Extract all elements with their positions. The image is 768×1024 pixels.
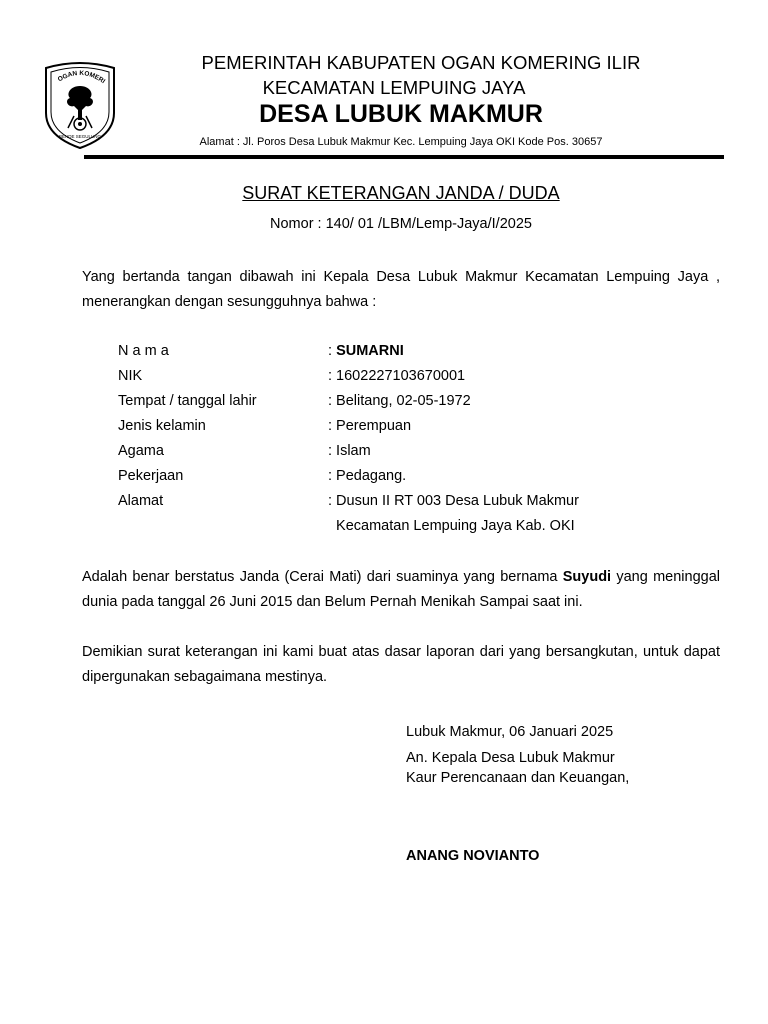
letterhead-address: Alamat : Jl. Poros Desa Lubuk Makmur Kec. Lempuing Jaya OKI Kode Pos. 30657 — [199, 136, 603, 148]
field-label-birth: Tempat / tanggal lahir — [118, 393, 257, 409]
field-label-occupation: Pekerjaan — [118, 468, 184, 484]
letterhead-divider — [84, 155, 724, 159]
field-value-address: : Dusun II RT 003 Desa Lubuk Makmur — [328, 493, 579, 509]
statement-paragraph: Adalah benar berstatus Janda (Cerai Mati) dari suaminya yang bernama Suyudi yang meninggal dunia pada tanggal 26 Juni 2015 dan Belum Pernah Menikah Sampai saat ini. — [82, 569, 720, 610]
person-name: SUMARNI — [336, 343, 404, 359]
letterhead-district: KECAMATAN LEMPUING JAYA — [262, 77, 526, 98]
signature-on-behalf: An. Kepala Desa Lubuk Makmur — [406, 750, 615, 766]
field-value-gender: : Perempuan — [328, 418, 412, 434]
field-value-religion: : Islam — [328, 443, 371, 459]
field-value-occupation: : Pedagang. — [328, 468, 407, 484]
field-label-gender: Jenis kelamin — [118, 418, 206, 434]
field-value-name: : SUMARNI — [328, 343, 404, 359]
signatory-name: ANANG NOVIANTO — [406, 848, 540, 864]
letter-number: Nomor : 140/ 01 /LBM/Lemp-Jaya/I/2025 — [270, 216, 532, 232]
signature-place-date: Lubuk Makmur, 06 Januari 2025 — [406, 724, 614, 740]
field-label-religion: Agama — [118, 443, 164, 459]
field-label-name: N a m a — [118, 343, 169, 359]
closing-paragraph: Demikian surat keterangan ini kami buat atas dasar laporan dari yang bersangkutan, untuk dapat dipergunakan sebagaimana mestinya. — [82, 644, 720, 685]
letterhead-government: PEMERINTAH KABUPATEN OGAN KOMERING ILIR — [201, 52, 641, 73]
letterhead-village: DESA LUBUK MAKMUR — [259, 100, 543, 128]
logo-text-top: OGAN KOMERI — [56, 69, 107, 86]
logo-text-bottom: BENDE SEGULUNG — [58, 134, 102, 139]
field-value-address-line2: Kecamatan Lempuing Jaya Kab. OKI — [328, 518, 575, 534]
husband-name: Suyudi — [562, 569, 612, 585]
field-value-birth: : Belitang, 02-05-1972 — [328, 393, 471, 409]
letter-title: SURAT KETERANGAN JANDA / DUDA — [242, 183, 560, 203]
intro-paragraph: Yang bertanda tangan dibawah ini Kepala Desa Lubuk Makmur Kecamatan Lempuing Jaya , menerangkan dengan sesungguhnya bahwa : — [82, 269, 720, 310]
field-label-address: Alamat — [118, 493, 164, 509]
field-value-nik: : 1602227103670001 — [328, 368, 466, 384]
signature-position: Kaur Perencanaan dan Keuangan, — [406, 770, 630, 786]
field-label-nik: NIK — [118, 368, 143, 384]
